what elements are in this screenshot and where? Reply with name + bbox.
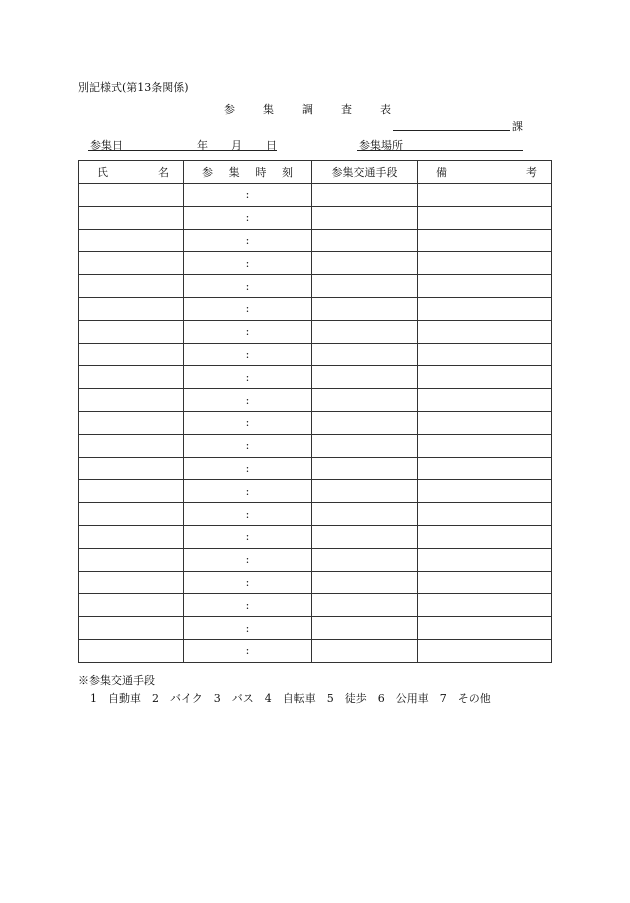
time-cell[interactable]: : [184, 503, 312, 526]
header-time [184, 161, 312, 184]
table-row [79, 184, 552, 207]
time-cell[interactable]: : [184, 389, 312, 412]
place-label: 参集場所 [359, 139, 403, 152]
time-cell[interactable]: : [184, 297, 312, 320]
name-cell[interactable] [79, 275, 184, 298]
header-char: 備 [436, 166, 447, 179]
table-row [79, 229, 552, 252]
name-cell[interactable] [79, 434, 184, 457]
table-row [79, 548, 552, 571]
transport-cell[interactable] [312, 548, 418, 571]
remarks-cell[interactable] [418, 548, 552, 571]
date-underline[interactable] [88, 150, 277, 151]
transport-cell[interactable] [312, 411, 418, 434]
header-char: 刻 [281, 166, 293, 179]
name-cell[interactable] [79, 206, 184, 229]
name-cell[interactable] [79, 639, 184, 662]
remarks-cell[interactable] [418, 617, 552, 640]
remarks-cell[interactable] [418, 297, 552, 320]
name-cell[interactable] [79, 525, 184, 548]
header-char: 名 [158, 166, 169, 179]
document-title [224, 101, 419, 117]
transport-cell[interactable] [312, 639, 418, 662]
table-row [79, 206, 552, 229]
time-cell[interactable]: : [184, 411, 312, 434]
transport-cell[interactable] [312, 525, 418, 548]
name-cell[interactable] [79, 297, 184, 320]
day-label: 日 [266, 139, 277, 152]
year-label: 年 [197, 139, 208, 152]
transport-legend: 1 自動車 2 バイク 3 バス 4 自転車 5 徒歩 6 公用車 7 その他 [90, 692, 491, 705]
remarks-cell[interactable] [418, 343, 552, 366]
transport-cell[interactable] [312, 389, 418, 412]
time-cell[interactable]: : [184, 434, 312, 457]
department-label: 課 [512, 120, 523, 133]
time-cell[interactable]: : [184, 366, 312, 389]
name-cell[interactable] [79, 389, 184, 412]
time-cell[interactable]: : [184, 617, 312, 640]
header-char: 時 [255, 166, 267, 179]
transport-cell[interactable] [312, 343, 418, 366]
time-cell[interactable]: : [184, 252, 312, 275]
table-row [79, 617, 552, 640]
title-char: 査 [341, 103, 352, 116]
table-row [79, 457, 552, 480]
remarks-cell[interactable] [418, 206, 552, 229]
name-cell[interactable] [79, 343, 184, 366]
table-row [79, 594, 552, 617]
table-row [79, 571, 552, 594]
table-row [79, 434, 552, 457]
transport-note-title: ※参集交通手段 [78, 674, 155, 687]
transport-cell[interactable] [312, 480, 418, 503]
name-cell[interactable] [79, 320, 184, 343]
table-row [79, 411, 552, 434]
time-cell[interactable]: : [184, 525, 312, 548]
table-header-row [79, 161, 552, 184]
table-row [79, 366, 552, 389]
header-char: 参 [202, 166, 213, 179]
table-row [79, 480, 552, 503]
title-char: 調 [302, 103, 313, 116]
remarks-cell[interactable] [418, 480, 552, 503]
remarks-cell[interactable] [418, 525, 552, 548]
transport-cell[interactable] [312, 229, 418, 252]
time-cell[interactable]: : [184, 184, 312, 207]
name-cell[interactable] [79, 457, 184, 480]
transport-cell[interactable] [312, 320, 418, 343]
table-row [79, 389, 552, 412]
header-remarks [418, 161, 552, 184]
title-char: 集 [263, 103, 274, 116]
transport-cell[interactable] [312, 275, 418, 298]
remarks-cell[interactable] [418, 503, 552, 526]
transport-cell[interactable] [312, 206, 418, 229]
time-cell[interactable]: : [184, 594, 312, 617]
remarks-cell[interactable] [418, 457, 552, 480]
remarks-cell[interactable] [418, 571, 552, 594]
time-cell[interactable]: : [184, 571, 312, 594]
transport-cell[interactable] [312, 503, 418, 526]
form-label: 別記様式(第13条関係) [78, 81, 189, 94]
remarks-cell[interactable] [418, 320, 552, 343]
table-row [79, 320, 552, 343]
header-char: 集 [228, 166, 240, 179]
time-cell[interactable]: : [184, 343, 312, 366]
place-underline[interactable] [357, 150, 523, 151]
date-label: 参集日 [90, 139, 123, 152]
table-row [79, 343, 552, 366]
time-cell[interactable]: : [184, 480, 312, 503]
name-cell[interactable] [79, 617, 184, 640]
time-cell[interactable]: : [184, 320, 312, 343]
time-cell[interactable]: : [184, 206, 312, 229]
remarks-cell[interactable] [418, 594, 552, 617]
header-transport: 参集交通手段 [312, 161, 418, 184]
remarks-cell[interactable] [418, 411, 552, 434]
header-name [79, 161, 184, 184]
department-line[interactable] [393, 130, 510, 131]
header-char: 考 [526, 166, 537, 179]
name-cell[interactable] [79, 229, 184, 252]
remarks-cell[interactable] [418, 639, 552, 662]
remarks-cell[interactable] [418, 434, 552, 457]
remarks-cell[interactable] [418, 252, 552, 275]
transport-cell[interactable] [312, 594, 418, 617]
table-row [79, 252, 552, 275]
name-cell[interactable] [79, 548, 184, 571]
name-cell[interactable] [79, 594, 184, 617]
time-cell[interactable]: : [184, 275, 312, 298]
month-label: 月 [231, 139, 242, 152]
transport-cell[interactable] [312, 571, 418, 594]
name-cell[interactable] [79, 366, 184, 389]
roll-call-table [78, 160, 552, 663]
table-row [79, 639, 552, 662]
name-cell[interactable] [79, 411, 184, 434]
name-cell[interactable] [79, 571, 184, 594]
table-row [79, 525, 552, 548]
name-cell[interactable] [79, 503, 184, 526]
transport-cell[interactable] [312, 457, 418, 480]
header-char: 氏 [97, 166, 108, 179]
table-row [79, 275, 552, 298]
transport-cell[interactable] [312, 434, 418, 457]
transport-cell[interactable] [312, 617, 418, 640]
remarks-cell[interactable] [418, 229, 552, 252]
transport-cell[interactable] [312, 297, 418, 320]
remarks-cell[interactable] [418, 389, 552, 412]
time-cell[interactable]: : [184, 457, 312, 480]
time-cell[interactable]: : [184, 229, 312, 252]
table-row [79, 503, 552, 526]
name-cell[interactable] [79, 480, 184, 503]
remarks-cell[interactable] [418, 184, 552, 207]
transport-cell[interactable] [312, 184, 418, 207]
remarks-cell[interactable] [418, 275, 552, 298]
transport-cell[interactable] [312, 366, 418, 389]
remarks-cell[interactable] [418, 366, 552, 389]
time-cell[interactable]: : [184, 639, 312, 662]
name-cell[interactable] [79, 252, 184, 275]
title-char: 参 [224, 103, 235, 116]
name-cell[interactable] [79, 184, 184, 207]
title-char: 表 [380, 103, 391, 116]
table-row [79, 297, 552, 320]
time-cell[interactable]: : [184, 548, 312, 571]
transport-cell[interactable] [312, 252, 418, 275]
